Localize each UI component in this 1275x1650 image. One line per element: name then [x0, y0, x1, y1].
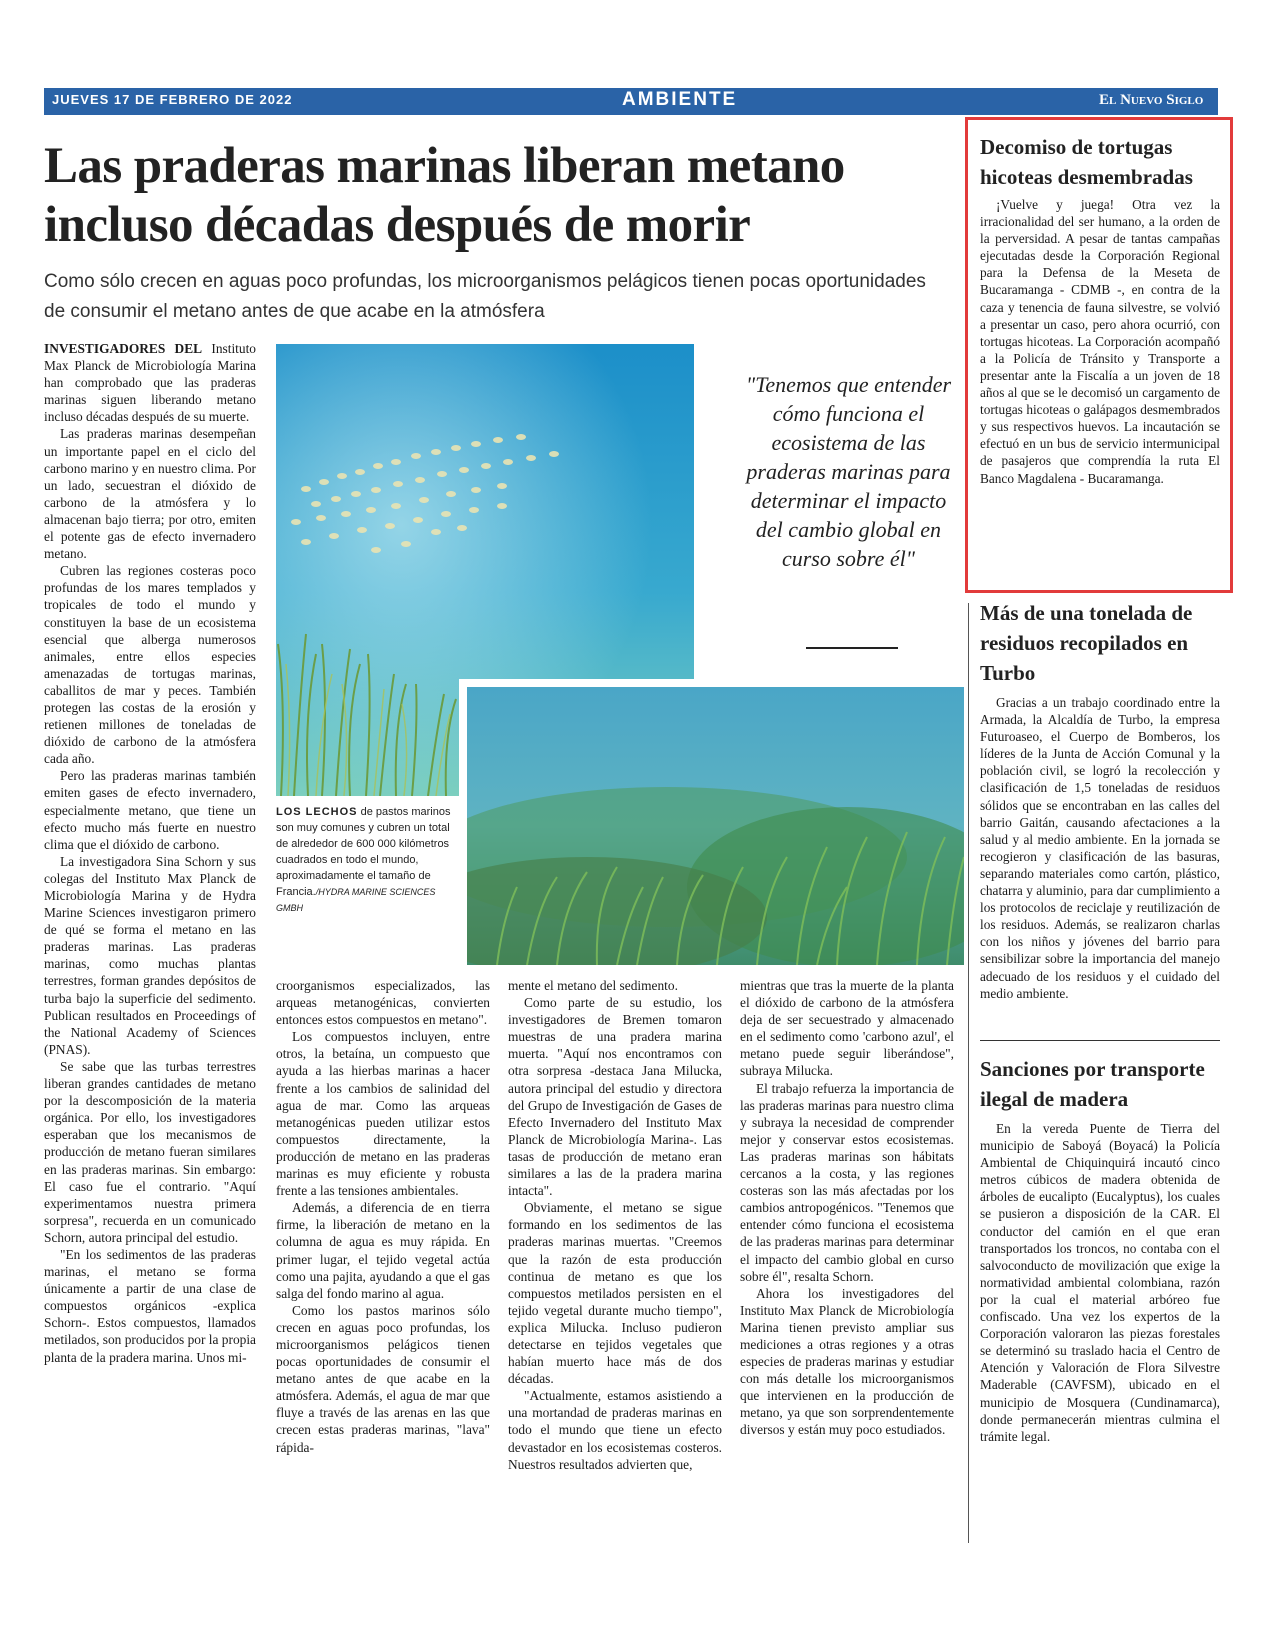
article-paragraph: croorganismos especializados, las arqueas metanogénicas, convierten entonces estos compuestos en metano". — [276, 978, 490, 1028]
article-paragraph: La investigadora Sina Schorn y sus colegas del Instituto Max Planck de Microbiología Marina y de Hydra Marine Sciences investigaron primero de qué se forma el metano en las praderas marinas. Las praderas marinas, como muchas plantas terrestres, forman grandes depósitos de turba bajo la superficie del sedimento. Publican resultados en Proceedings of the National Academy of Sciences (PNAS). — [44, 853, 256, 1057]
article-paragraph: mientras que tras la muerte de la planta el dióxido de carbono de la atmósfera deja de ser secuestrado y almacenado en el sedimento como 'carbono azul', el metano puede seguir liberándose", subraya Milucka. — [740, 978, 954, 1079]
article-paragraph: Además, a diferencia de en tierra firme, la liberación de metano en la columna de agua es muy rápida. En primer lugar, el tejido vegetal actúa como una pajita, ayudando a que el gas salga del fondo marino al agua. — [276, 1200, 490, 1301]
section-name: AMBIENTE — [622, 89, 738, 110]
brief-body: En la vereda Puente de Tierra del municipio de Saboyá (Boyacá) la Policía Ambiental de Chiquinquirá incautó cinco metros cúbicos de madera obtenida de árboles de eucalipto (Eucalyptus), los cuales se pusieron a disposición de la CAR. El conductor del camión en el que eran transportados los troncos, no contaba con el salvoconducto de movilización que exige la normatividad ambiental colombiana, razón por la cual el material arbóreo fue confiscado. Una vez los expertos de la Corporación valoraron las piezas forestales se determinó su traslado hacia el Centro de Atención y Valoración de Flora Silvestre Maderable (CAVFSM), ubicado en el municipio de Mosquera (Cundinamarca), donde permanecerán mientras culmina el trámite legal. — [980, 1121, 1220, 1444]
article-paragraph: Ahora los investigadores del Instituto Max Planck de Microbiología Marina tienen previsto ampliar sus mediciones a otras regiones y a otras especies de praderas marinas y estudiar con más detalle los microorganismos que intervienen en la producción de metano, ya que son sorprendentemente diversos y están muy poco estudiados. — [740, 1285, 954, 1438]
article-column-4 — [740, 977, 954, 1439]
brief-title: Decomiso de tortugas hicoteas desmembradas — [980, 135, 1193, 189]
article-column-2 — [276, 977, 490, 1456]
caption-text: de pastos marinos son muy comunes y cubren un total de alrededor de 600 000 kilómetros cuadrados en todo el mundo, aproximadamente el tamaño de Francia. — [276, 806, 451, 898]
brief-body: ¡Vuelve y juega! Otra vez la irracionalidad del ser humano, a la orden de la perversidad. A pesar de tantas campañas ejecutadas desde la Corporación Regional para la Defensa de la Meseta de Bucaramanga - CDMB -, en contra de la caza y tenencia de fauna silvestre, se volvió a presentar un caso, pero ahora ocurrió, con tortugas hicoteas. La Corporación acompañó a la Policía de Tránsito y Transporte a presentar ante la Fiscalía a un joven de 18 años al que se le decomisó un cargamento de tortugas hicoteas o galápagos desmembrados y sus respectivos huevos. La incautación se efectuó en un bus de servicio intermunicipal de pasajeros que comprendía la ruta El Banco Magdalena - Bucaramanga. — [980, 197, 1220, 486]
article-paragraph: El trabajo refuerza la importancia de las praderas marinas para nuestro clima y subraya la necesidad de comprender mejor y conservar estos ecosistemas. Las praderas marinas son hábitats cercanos a la costa, y las regiones costeras son las más afectadas por los cambios antropogénicos. "Tenemos que entender cómo funciona el ecosistema de las praderas marinas para determinar el impacto del cambio global en curso sobre él", resalta Schorn. — [740, 1080, 954, 1284]
article-paragraph: Las praderas marinas desempeñan un importante papel en el ciclo del carbono marino y en nuestro clima. Por un lado, secuestran el dióxido de carbono de la atmósfera y lo almacenan bajo tierra; por otro, emiten el potente gas de efecto invernadero metano. — [44, 426, 256, 562]
page-number: 11A — [1220, 90, 1253, 110]
article-paragraph: Pero las praderas marinas también emiten gases de efecto invernadero, especialmente metano, que tiene un efecto mucho más fuerte en nuestro clima que el dióxido de carbono. — [44, 768, 256, 852]
news-brief-1 — [980, 132, 1220, 487]
article-paragraph: Los compuestos incluyen, entre otros, la betaína, un compuesto que ayuda a las hierbas marinas a hacer frente a los cambios de salinidad del agua de mar. Como las arqueas metanogénicas pueden utilizar estos compuestos directamente, la producción de metano en las praderas marinas es muy eficiente y robusta frente a las tensiones ambientales. — [276, 1029, 490, 1199]
article-paragraph: INVESTIGADORES DEL Instituto Max Planck de Microbiología Marina han comprobado que las praderas marinas siguen liberando metano incluso décadas después de su muerte. — [44, 341, 256, 425]
issue-date: JUEVES 17 DE FEBRERO DE 2022 — [52, 92, 293, 107]
photo-credit: /HYDRA MARINE SCIENCES GMBH — [276, 887, 436, 913]
column-divider — [968, 603, 969, 1543]
article-paragraph: Cubren las regiones costeras poco profundas de los mares templados y tropicales de todo el mundo y constituyen la base de un ecosistema esencial que alberga numerosos animales, entre ellos especies amenazadas de tortugas marinas, caballitos de mar y peces. También protegen las costas de la erosión y retienen millones de toneladas de dióxido de carbono de la atmósfera cada año. — [44, 563, 256, 767]
section-header-bar — [44, 88, 1253, 115]
brief-divider — [980, 1040, 1220, 1041]
article-paragraph: Se sabe que las turbas terrestres liberan grandes cantidades de metano por la descomposición de la materia orgánica. Por ello, los investigadores esperaban que los mecanismos de producción de metano fueran similares en las praderas marinas. Sin embargo: El caso fue el contrario. "Aquí experimentamos nuestra primera sorpresa", recuerda en un comunicado Schorn, autora principal del estudio. — [44, 1058, 256, 1245]
article-paragraph: "Actualmente, estamos asistiendo a una mortandad de praderas marinas en todo el mundo que tiene un efecto devastador en los ecosistemas costeros. Nuestros resultados advierten que, — [508, 1388, 722, 1472]
pull-quote: "Tenemos que entender cómo funciona el ecosistema de las praderas marinas para determinar el impacto del cambio global en curso sobre él" — [745, 372, 952, 571]
caption-lead: LOS LECHOS — [276, 806, 358, 818]
pull-quote-rule — [806, 647, 898, 649]
seagrass-meadow-photo — [459, 679, 964, 965]
seagrass-meadow-image — [467, 687, 964, 965]
photo-caption — [276, 804, 456, 916]
article-paragraph: Como los pastos marinos sólo crecen en aguas poco profundas, los microorganismos pelágicos tienen pocas oportunidades de consumir el metano antes de que acabe en la atmósfera. Además, el agua de mar que fluye a través de las arenas en las que crecen estas praderas marinas, "lava" rápida- — [276, 1302, 490, 1455]
article-deck: Como sólo crecen en aguas poco profundas, los microorganismos pelágicos tienen pocas oportunidades de consumir el metano antes de que acabe en la atmósfera — [44, 271, 926, 322]
article-column-1 — [44, 340, 256, 1366]
article-paragraph: mente el metano del sedimento. — [508, 978, 678, 993]
article-paragraph: Obviamente, el metano se sigue formando en los sedimentos de las praderas marinas muertas. "Creemos que la razón de esta producción continua de metano es que los compuestos metilados persisten en el tejido vegetal durante mucho tiempo", explica Milucka. Incluso pudieron detectarse en tejidos vegetales que habían muerto hace más de dos décadas. — [508, 1200, 722, 1387]
article-paragraph: "En los sedimentos de las praderas marinas, el metano se forma únicamente a partir de una clase de compuestos orgánicos -explica Schorn-. Estos compuestos, llamados metilados, son producidos por la propia planta de la pradera marina. Unos mi- — [44, 1246, 256, 1365]
lead-in: INVESTIGADORES DEL — [44, 341, 203, 356]
newspaper-name: El Nuevo Siglo — [1099, 92, 1204, 108]
brief-body: Gracias a un trabajo coordinado entre la Armada, la Alcaldía de Turbo, la empresa Futuroaseo, el Cuerpo de Bomberos, los líderes de la Junta de Acción Comunal y la población civil, se logró la recolección y clasificación de 1,5 toneladas de residuos sólidos que se encontraban en las calles del barrio Gaitán, causando afectaciones a la salud y al medio ambiente. En la jornada se recogieron y clasificación de las basuras, separando materiales como cartón, plástico, chatarra y aluminio, para dar cumplimiento a los protocolos de reciclaje y reutilización de los residuos. Además, se realizaron charlas con los niños y jóvenes del barrio para sensibilizar sobre la importancia del manejo adecuado de los residuos y el cuidado del medio ambiente. — [980, 695, 1220, 1001]
news-brief-2 — [980, 598, 1220, 1002]
article-paragraph: Como parte de su estudio, los investigadores de Bremen tomaron muestras de una pradera marina muerta. "Aquí nos encontramos con otra sorpresa -destaca Jana Milucka, autora principal del estudio y directora del Grupo de Investigación de Gases de Efecto Invernadero del Instituto Max Planck de Microbiología Marina-. Las tasas de producción de metano eran similares a las de la pradera marina intacta". — [508, 995, 722, 1199]
news-brief-3 — [980, 1054, 1220, 1445]
article-column-3 — [508, 977, 722, 1473]
brief-title: Más de una tonelada de residuos recopilados en Turbo — [980, 601, 1193, 685]
brief-title: Sanciones por transporte ilegal de madera — [980, 1057, 1205, 1111]
article-headline: Las praderas marinas liberan metano incluso décadas después de morir — [44, 138, 845, 253]
